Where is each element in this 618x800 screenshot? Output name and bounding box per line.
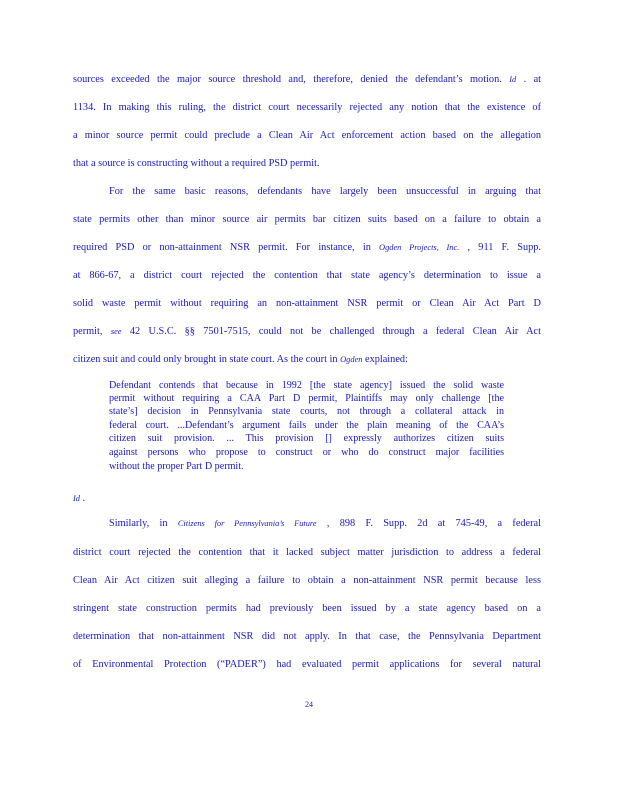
page-number: 24	[305, 700, 313, 709]
text-line: that a source is constructing without a required PSD permit.	[73, 158, 320, 169]
italic-citation: Citizens for Pennsylvania’s Future	[177, 519, 317, 528]
text-line: at 866-67, a district court rejected the contention that state agency’s determination to issue a	[73, 270, 541, 281]
text-line: a minor source permit could preclude a Clean Air Act enforcement action based on the allegation	[73, 130, 541, 141]
text-line: Similarly, in Citizens for Pennsylvania’s Future , 898 F. Supp. 2d at 745-49, a federal	[109, 518, 541, 529]
block-quote-line: permit without requiring a CAA Part D permit, Plaintiffs may only challenge [the	[109, 393, 504, 404]
text-line: state permits other than minor source air permits bar citizen suits based on a failure to obtain a	[73, 214, 541, 225]
text-line: stringent state construction permits had previously been issued by a state agency based on a	[73, 603, 541, 614]
text-line: required PSD or non-attainment NSR permit. For instance, in Ogden Projects, Inc. , 911 F. Supp.	[73, 242, 541, 253]
citation-id: Id .	[73, 493, 86, 504]
italic-citation: see	[110, 327, 122, 336]
text-line: Clean Air Act citizen suit alleging a failure to obtain a non-attainment NSR permit because less	[73, 575, 541, 586]
block-quote-line: without the proper Part D permit.	[109, 461, 244, 472]
italic-citation: Id	[509, 75, 517, 84]
block-quote-line: against persons who propose to construct or who do construct major facilities	[109, 447, 504, 458]
block-quote-line: Defendant contends that because in 1992 [the state agency] issued the solid waste	[109, 380, 504, 391]
block-quote-line: federal court. ...Defendant’s argument fails under the plain meaning of the CAA’s	[109, 420, 504, 431]
text-line: district court rejected the contention that it lacked subject matter jurisdiction to address a federal	[73, 547, 541, 558]
text-line: citizen suit and could only brought in state court. As the court in Ogden explained:	[73, 354, 408, 365]
text-line: For the same basic reasons, defendants have largely been unsuccessful in arguing that	[109, 186, 541, 197]
italic-citation: Ogden	[340, 355, 363, 364]
text-line: of Environmental Protection (“PADER”) had evaluated permit applications for several natural	[73, 659, 541, 670]
text-line: permit, see 42 U.S.C. §§ 7501-7515, could not be challenged through a federal Clean Air Act	[73, 326, 541, 337]
text-line: 1134. In making this ruling, the district court necessarily rejected any notion that the existence of	[73, 102, 541, 113]
italic-citation: Ogden Projects, Inc.	[379, 243, 460, 252]
text-line: solid waste permit without requiring an non-attainment NSR permit or Clean Air Act Part D	[73, 298, 541, 309]
block-quote-line: state’s] decision in Pennsylvania state courts, not through a collateral attack in	[109, 406, 504, 417]
text-line: sources exceeded the major source threshold and, therefore, denied the defendant’s motion. Id . at	[73, 74, 541, 85]
block-quote-line: citizen suit provision. ... This provision [] expressly authorizes citizen suits	[109, 433, 504, 444]
text-line: determination that non-attainment NSR did not apply. In that case, the Pennsylvania Department	[73, 631, 541, 642]
